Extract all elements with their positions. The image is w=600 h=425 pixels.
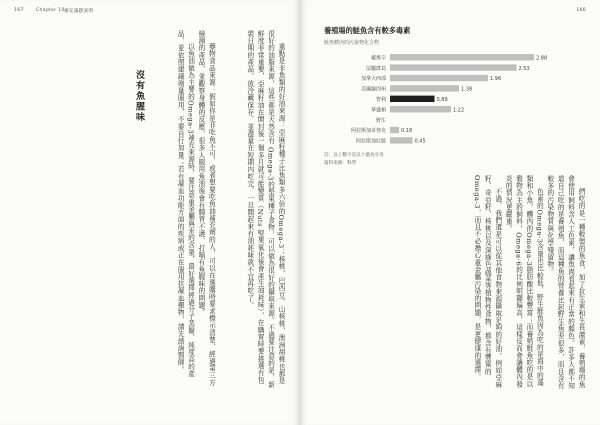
- category-label: 智利: [375, 97, 386, 103]
- category-label: 法屬群島: [365, 65, 386, 72]
- section-heading: 沒有魚腥味: [134, 70, 144, 123]
- right-page-number: 166: [576, 8, 586, 13]
- bar: [390, 127, 399, 133]
- category-label: 華盛頓: [370, 107, 386, 114]
- value-label: 0.89: [436, 97, 448, 103]
- left-page-number: 167: [14, 8, 24, 13]
- bar: [390, 64, 517, 70]
- left-paragraph: 藥物食品來源：假如你是非吃魚不可，或者想要吃魚油補充劑的人，可以在選購時要求標示清楚、經過第三方檢測的產品，並觀察身體的反應，很多人服用魚油後會有腸胃不適、打嗝有魚腥味的問題。: [196, 30, 216, 387]
- chart-note: 註：以上數字是以十億為分母: [324, 153, 384, 158]
- category-label: 加拿大西部: [360, 76, 386, 83]
- value-label: 2.53: [518, 65, 530, 72]
- left-running-title: 補充議題說明: [64, 9, 94, 14]
- value-label: 0.18: [401, 128, 413, 135]
- value-label: 0.45: [414, 138, 426, 145]
- category-label: 阿拉斯加奇努克: [350, 128, 386, 135]
- right-paragraph: 色素的Omega-3含量也比較低，野生鮭魚因為吃的是海中的藻類和小魚，體內的Omega-3脂肪酸比較豐富；而養殖鮭魚吃的是以穀物為主的飼料，Omega-6的比例明顯偏高，這樣反而會讓體內發炎的情況更嚴重。: [504, 175, 544, 388]
- value-label: 1.38: [461, 86, 473, 93]
- chart-subtitle: 鮭魚體內的污染物化合物: [324, 40, 380, 46]
- right-paragraph: 們吃的是一種較製的魚食，加了抗生素和生長激素，養殖場的魚會使用飼料含人工色素，讓魚肉看起來有正常的顏色。許多人都不知道自己吃的是養殖魚，而這種魚的營養比起野生魚差很多，而且含有較多的污染物質與化學殘留物。: [545, 175, 585, 390]
- left-body-text: [30, 30, 286, 390]
- left-paragraph: 以魚油做為主要的Omega-3補充來源時，要注意重金屬與汞的含量，最好選擇經過分子蒸餾、純度高的產品，並依照建議劑量服用，不要自行加量；若有凝血功能方面的疾病或正在服用抗凝血藥物，請先諮詢醫師。: [176, 30, 195, 378]
- chart-source: 資料來源：科學: [324, 161, 357, 166]
- bar: [390, 54, 534, 60]
- left-paragraph: 重點是非魚類的好油來源：亞麻籽種子比魚類多六倍的Omega-3；核桃、巴西豆、山核桃、澳洲胡桃也都是很好的油脂來源，這些都是天然含有 Omega-3的堅果種子食物，可以做為很好的攝取來源。不過要注意的是，新鮮度非常重要，亞麻籽油在開封後一個多月就可能變質（Nuts 堅果氧化後會產生油耗味），在購買時要挑選有包裝日期的產品，放冷藏保存，並盡量在短期內吃完，一旦聞起來有油耗味就不宜再吃了。: [245, 30, 285, 389]
- toxin-bar-chart: [324, 26, 574, 166]
- right-paragraph: 不過，我們還是可以從其他食物來源攝取足夠的好油，例如亞麻籽、奇亞籽、核桃以及深綠色蔬菜等植物性食物，都含有豐富的Omega-3，而且不必擔心重金屬污染的問題，是更健康的選擇。: [472, 175, 502, 389]
- left-chapter-label: Chapter 10: [36, 8, 65, 13]
- value-label: 2.88: [536, 55, 548, 62]
- category-label: 阿拉斯加紅鮭: [355, 138, 386, 145]
- value-label: 1.96: [490, 76, 502, 83]
- bar: [390, 106, 451, 112]
- right-page: [300, 0, 600, 425]
- chart-plot: [324, 52, 574, 148]
- category-label: 戴奧辛: [370, 55, 386, 62]
- category-label: 美國緬因州: [360, 86, 386, 93]
- value-label: 1.22: [453, 107, 465, 114]
- bar: [390, 96, 435, 102]
- right-body-text: [336, 175, 586, 390]
- chart-title: 養殖場的鮭魚含有較多毒素: [324, 26, 411, 35]
- bar: [390, 85, 459, 91]
- category-label: 野生: [375, 117, 386, 124]
- bar: [390, 75, 488, 81]
- bar: [390, 137, 413, 143]
